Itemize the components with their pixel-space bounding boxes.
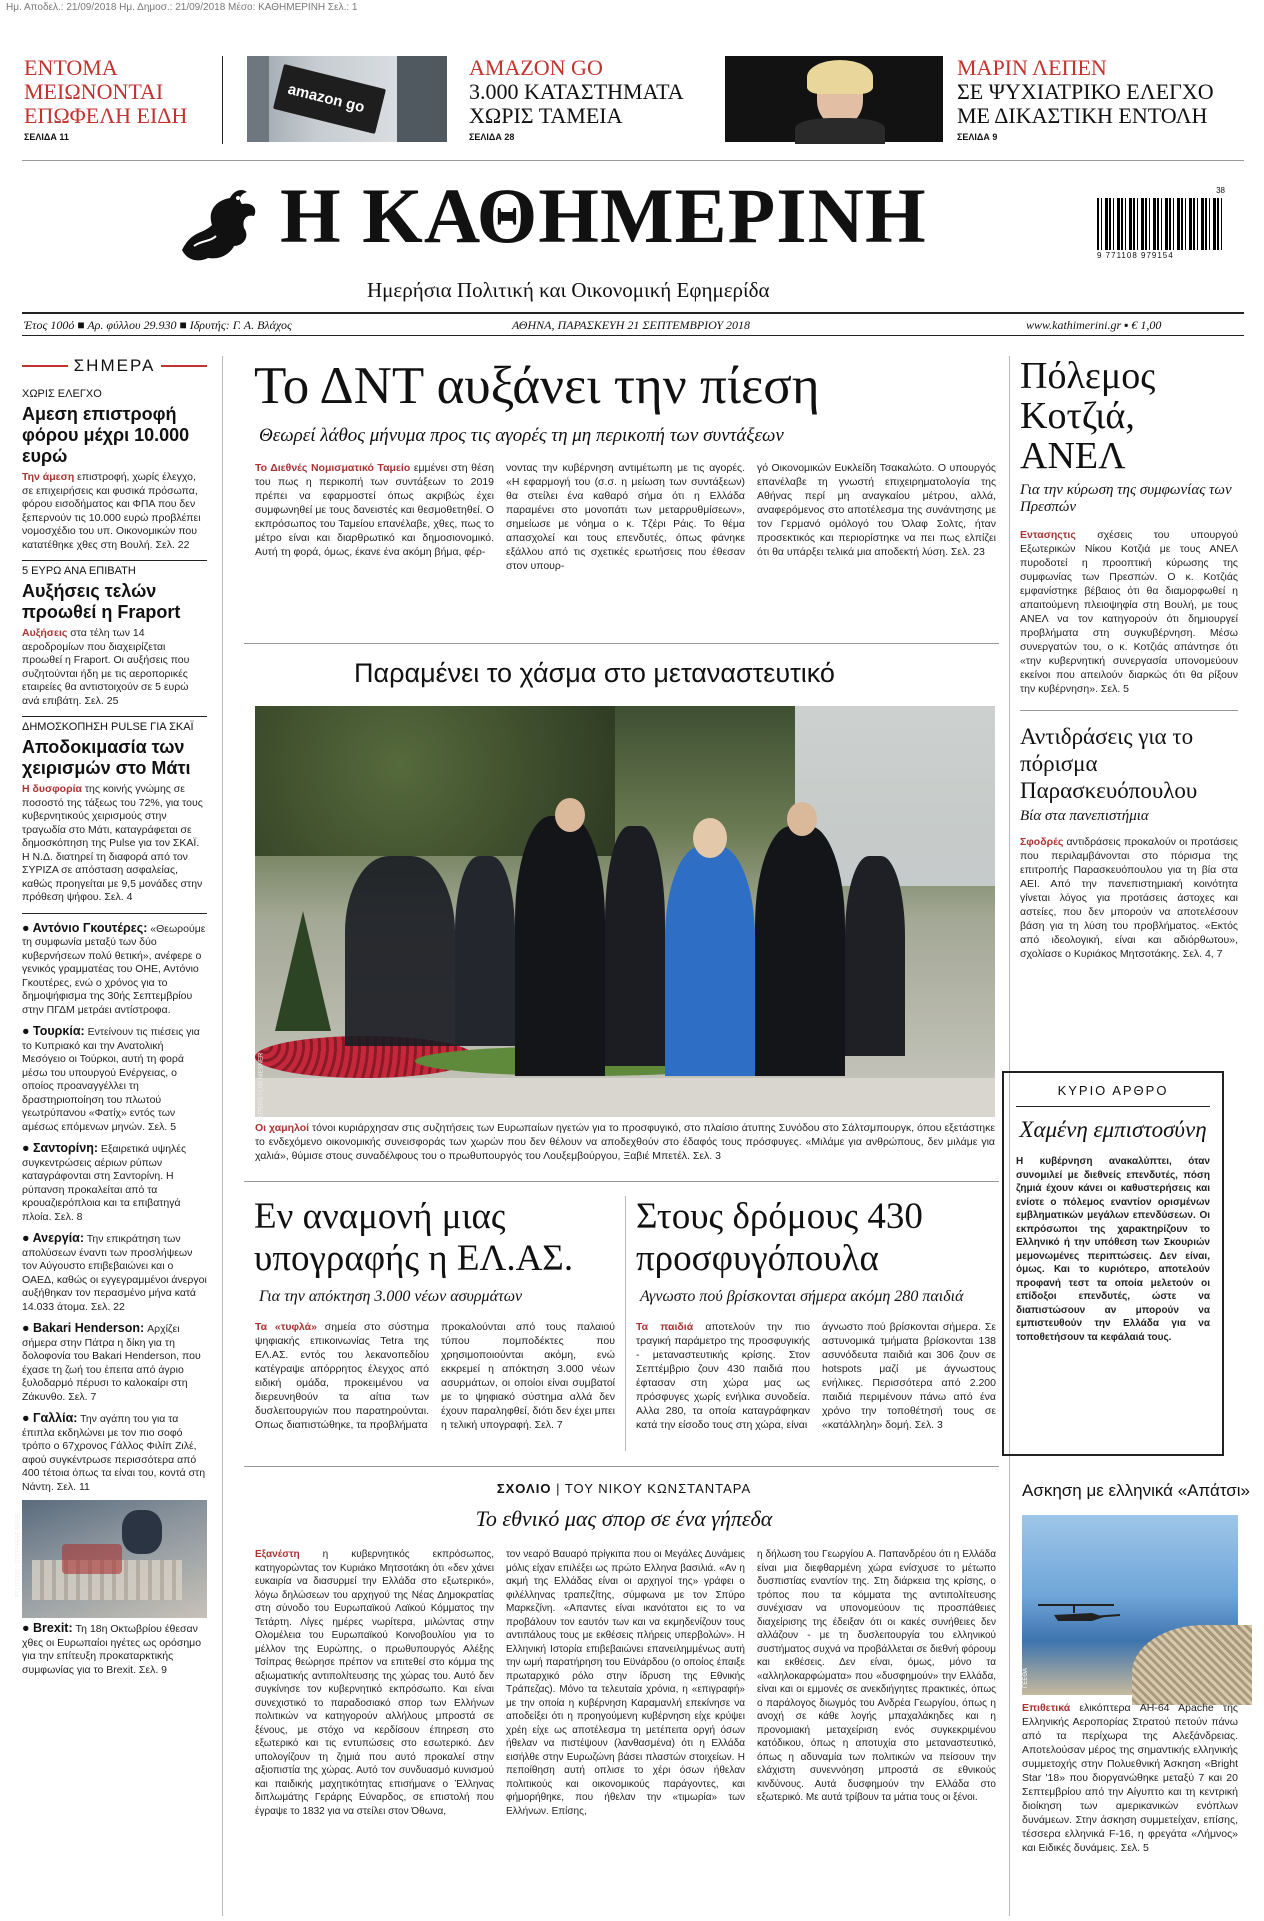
divider (22, 160, 1244, 161)
bullet-item[interactable]: ● Brexit: Τη 18η Οκτωβρίου έθεσαν χθες οι Ευρωπαίοι ηγέτες ως ορόσημο για την επίτευξη προκαταρκτικής συμφωνίας για το Brexit. Σελ. 9 (22, 1621, 202, 1676)
bullet-item[interactable]: ● Σαντορίνη: Εξαιρετικά υψηλές συγκεντρώσεις αέριων ρύπων καταγράφονται στη Σαντορίνη. Η ρύπανση προκαλείται από τα κρουαζιερόπλοια και τα επιβατηγά πλοία. Σελ. 8 (22, 1141, 187, 1223)
barcode-issue: 38 (1216, 186, 1225, 195)
apatsi-body: Επιθετικά ελικόπτερα AH-64 Apache της Ελληνικής Αεροπορίας Στρατού πετούν πάνω από τα περίχωρα της Αλεξάνδρειας. Αποτελούσαν μέρος της σημαντικής ελληνικής συμμετοχής στην Πολυεθνική Άσκηση «Bright Star '18» που διοργανώθηκε μεταξύ 7 και 20 Σεπτεμβρίου από την Αίγυπτο και τη κεντρική διοίκηση των αμερικανικών ενόπλων δυνάμεων. Στην άσκηση συμμετείχαν, επίσης, τέσσερα ελληνικά F-16, η φρεγάτα «Λήμνος» και Ειδικές δυνάμεις. Σελ. 5 (1022, 1702, 1238, 1854)
teaser-page-ref: ΣΕΛΙΔΑ 11 (24, 132, 69, 142)
archive-strip: Ημ. Αποδελ.: 21/09/2018 Ημ. Δημοσ.: 21/09/2018 Μέσο: ΚΑΘΗΜΕΡΙΝΗ Σελ.: 1 (6, 2, 358, 13)
comment-col: η δήλωση του Γεωργίου Α. Παπανδρέου ότι η Ελλάδα είναι μια διεφθαρμένη χώρα ενίσχυσε το μέτωπο δυσπιστίας εναντίον της. Στη διάρκεια της κρίσης, ο τρόπος που τα κόμματα της αντιπολίτευσης συνέχισαν να υπονομεύουν τις προσπάθειες διαχείρισης της έδειξαν ότι οι κακές συνήθειες δεν αλλάζουν - με τη δυσλειτουργία του ελληνικού συστήματος συχνά να προβάλλεται σε διεθνή φόρουμ και εκθέσεις. Δεν είναι, όμως, μόνο τα «αλληλοκαρφώματα» που «δυσφημούν» την Ελλάδα, είναι και οι εμμονές σε ανεκδιήγητες πρακτικές, όπως ο παράλογος διωγμός του Ανδρέα Γεωργίου, όπως η ανοχή σε κάθε λογής μπαχαλάκηδες και η προνομιακή μεταχείριση ενός συγκεκριμένου κατόδικου, όπως η αποτυχία στο μεταναστευτικό, όπως η αδυναμία των πολιτικών να πείσουν την ελάχιστη συνεννόηση μπροστά σε εθνικούς κινδύνους. Αυτά δυσφημούν την Ελλάδα στο εξωτερικό. Με αυτά τρίβουν τα μάτια τους οι ξένοι. (757, 1549, 996, 1803)
brief-headline: Αποδοκιμασία των χειρισμών στο Μάτι (22, 737, 191, 778)
helicopter-icon (1034, 1601, 1124, 1631)
bullet-item[interactable]: ● Αντόνιο Γκουτέρες: «Θεωρούμε τη συμφωνία μεταξύ των δύο κυβερνήσεων πολύ θετική», ανέφερε ο γενικός γραμματέας του ΟΗΕ, Αντόνιο Γκουτέρες, ενώ ο χρόνος για το δημοψήφισμα της 30ής Σεπτεμβρίου στην ΠΓΔΜ μετράει αντίστροφα. (22, 920, 206, 1016)
teaser-page-ref: ΣΕΛΙΔΑ 28 (469, 132, 515, 142)
photo-credit: REUTERS / LISI NIESNER (258, 1052, 265, 1126)
photo-caption: Οι χαμηλοί τόνοι κυριάρχησαν στις συζητήσεις των Ευρωπαίων ηγετών για το προσφυγικό, στο πλαίσιο άτυπης Συνόδου στο Σάλτσμπουργκ, όπου εξετάστηκε το ενδεχόμενο οικονομικής συνεισφοράς των χωρών που δεν θέλουν να αποδεχθούν στο έδαφός τους πρόσφυγες. «Μιλάμε για ανθρώπους, δεν μιλάμε για χαλιά», θύμισε στους συναδέλφους του ο πρωθυπουργός του Λουξεμβούργου, Ξαβιέ Μπετέλ. Σελ. 3 (255, 1122, 995, 1162)
kotzias-headline: Πόλεμος Κοτζιά, ΑΝΕΛ (1020, 355, 1156, 477)
lepen-photo (725, 56, 943, 142)
lead-col: γό Οικονομικών Ευκλείδη Τσακαλώτο. Ο υπουργός επανέλαβε τη γνωστή επιχειρηματολογία της Αθήνας περί μη αναγκαίου μέτρου, αλλά, αναφερόμενος στο αποτέλεσμα της συνάντησης με τον Γερμανό ομόλογό του Όλαφ Σολτς, ήταν προσεκτικός και περιορίστηκε να πει πως ελπίζει ότι θα υπάρξει τελικά μια αποδεκτή λύση. Σελ. 23 (757, 462, 996, 558)
paraskevopoulos-headline: Αντιδράσεις για το πόρισμα Παρασκευόπουλου (1020, 724, 1198, 803)
apatsi-headline: Ασκηση με ελληνικά «Απάτσι» (1022, 1481, 1251, 1500)
brief-kicker: ΧΩΡΙΣ ΕΛΕΓΧΟ (22, 388, 102, 400)
refugees-col: Τα παιδιά αποτελούν την πιο τραγική παράμετρο της προσφυγικής - μεταναστευτικής κρίσης. Στον Σεπτέμβριο ζουν 430 παιδιά που έφτασαν στη χώρα μας ως πρόσφυγες χωρίς ενήλικα συνοδεία. Αλλα 280, τα οποία καταγράφηκαν κατά την είσοδο τους στη χώρα, είναι (636, 1321, 811, 1431)
lead-subhead: Θεωρεί λάθος μήνυμα προς τις αγορές τη μη περικοπή των συντάξεων (259, 425, 784, 446)
griffin-logo-icon (172, 180, 262, 270)
comment-headline: Το εθνικό μας σπορ σε ένα γήπεδα (475, 1506, 773, 1531)
paraskevopoulos-subhead: Βία στα πανεπιστήμια (1020, 808, 1149, 824)
brief-headline: Αυξήσεις τελών προωθεί η Fraport (22, 581, 181, 622)
refugees-headline: Στους δρόμους 430 προσφυγόπουλα (636, 1196, 923, 1279)
elas-body (255, 1320, 615, 1432)
divider (222, 56, 223, 144)
divider (222, 356, 223, 1916)
lead-story-body (255, 461, 996, 573)
comment-body (255, 1548, 996, 1818)
refugees-subhead: Αγνωστο πού βρίσκονται σήμερα ακόμη 280 παιδιά (640, 1288, 964, 1305)
teaser-amazon[interactable] (469, 56, 689, 142)
barcode-number: 9 771108 979154 (1097, 251, 1174, 260)
front-page (15, 38, 1251, 1918)
brief-item[interactable] (22, 560, 207, 708)
lead-headline: Το ΔΝΤ αυξάνει την πίεση (254, 357, 820, 415)
brief-body: Την άμεση επιστροφή, χωρίς έλεγχο, σε επιχειρήσεις και φυσικά πρόσωπα, φόρου εισοδήματος και ΦΠΑ που δεν ξεπερνούν τις 10.000 ευρώ προβλέπει νομοσχέδιο του υπ. Οικονομικών που κατατέθηκε χθες στη Βουλή. Σελ. 22 (22, 471, 201, 551)
brief-item[interactable] (22, 716, 207, 905)
editorial-body: Η κυβέρνηση ανακαλύπτει, όταν συνομιλεί με διεθνείς επενδυτές, πόση ζημιά έχουν κάνει οι καθυστερήσεις και ενίοτε ο πόλεμος εναντίον ορισμένων εμβληματικών μεγάλων επενδύσεων. Οι εκπρόσωποι της χαρακτηρίζουν το Ελληνικό ή την υπόθεση των Σκουριών μεμονωμένες περιπτώσεις. Δεν είναι, όμως. Και το κυριότερο, αποτελούν προφανή τεστ τα οποία μελετούν οι επίδοξοι επενδυτές, ώστε να διαπιστώσουν αν μπορούν να εμπιστευθούν την Ελλάδα για να τοποθετήσουν τα κεφάλαιά τους. (1016, 1156, 1210, 1343)
brief-body: Η δυσφορία της κοινής γνώμης σε ποσοστό της τάξεως του 72%, για τους κυβερνητικούς χειρισμούς στην τραγωδία στο Μάτι, καταγράφεται σε δημοσκόπηση της Pulse για τον ΣΚΑΪ. Η Ν.Δ. διατηρεί τη διαφορά από τον ΣΥΡΙΖΑ σε απόσταση ασφαλείας, καθώς προηγείται με 9,5 μονάδες στην πρόθεση ψήφου. Σελ. 4 (22, 783, 203, 903)
teaser-line: ΜΕ ΔΙΚΑΣΤΙΚΗ ΕΝΤΟΛΗ (957, 103, 1208, 128)
brief-body: Αυξήσεις στα τέλη των 14 αεροδρομίων που διαχειρίζεται προωθεί η Fraport. Οι αυξήσεις που συζητούνται ήδη με τις αεροπορικές εταιρείες θα αντιστοιχούν σε 5 ευρώ ανά επιβάτη. Σελ. 25 (22, 627, 190, 707)
date-line: ΑΘΗΝΑ, ΠΑΡΑΣΚΕΥΗ 21 ΣΕΠΤΕΜΒΡΙΟΥ 2018 (512, 318, 751, 332)
refugees-body (636, 1320, 996, 1432)
editorial-headline: Χαμένη εμπιστοσύνη (1019, 1117, 1207, 1142)
photo-credit: REUTERS / STEPHANE MAHE (15, 1512, 22, 1598)
barcode (1097, 186, 1225, 260)
elas-subhead: Για την απόκτηση 3.000 νέων ασυρμάτων (259, 1288, 523, 1305)
masthead-subtitle: Ημερήσια Πολιτική και Οικονομική Εφημερίδα (367, 278, 770, 302)
left-briefs-column (15, 356, 207, 1677)
teaser-lepen[interactable] (957, 56, 1242, 142)
teaser-title: AMAZON GO (469, 55, 603, 80)
teaser-line: 3.000 ΚΑΤΑΣΤΗΜΑΤΑ (469, 79, 684, 104)
photo-credit: ΓΕΕΘΑ (1022, 1668, 1029, 1688)
kotzias-body: Εντασηςτις σχέσεις του υπουργού Εξωτερικών Νίκου Κοτζιά με τους ΑΝΕΛ πυροδοτεί η προοπτική κύρωσης της συμφωνίας των Πρεσπών. Ο κ. Κοτζιάς εμφανίστηκε βέβαιος ότι θα διαμορφωθεί η απαιτούμενη πλειοψηφία στη Βουλή, με τους ΑΝΕΛ να τον κατηγορούν ότι δημιουργεί προβλήματα στη συγκυβέρνηση. Μέσω συνεργατών του, ο κ. Κοτζιάς απάντησε ότι «την κυβερνητική συνεργασία υπονομεύουν εκείνοι που απειλούν διαρκώς ότι θα ρίξουν την κυβέρνηση». Σελ. 5 (1020, 529, 1238, 695)
elas-headline: Εν αναμονή μιας υπογραφής η ΕΛ.ΑΣ. (254, 1196, 574, 1279)
elas-col: Τα «τυφλά» σημεία στο σύστημα ψηφιακής επικοινωνίας Tetra της ΕΛ.ΑΣ. εντός του λεκανοπεδίου κατέγραψε απόρρητος έλεγχος από ειδική ομάδα, προκειμένου να διερευνηθούν τα αίτια των δυσλειτουργιών που παρατηρούνται. Οπως διαπιστώθηκε, τα προβλήματα (255, 1321, 429, 1431)
masthead-title: Η ΚΑΘΗΜΕΡΙΝΗ (280, 172, 927, 259)
editorial-label: ΚΥΡΙΟ ΑΡΘΡΟ (1057, 1083, 1169, 1098)
teaser-title: ΕΝΤΟΜΑ (24, 55, 118, 80)
apache-photo (1022, 1515, 1238, 1695)
divider (22, 335, 1244, 336)
leaders-photo (255, 706, 995, 1126)
brief-kicker: 5 ΕΥΡΩ ΑΝΑ ΕΠΙΒΑΤΗ (22, 560, 207, 577)
lead-col: Το Διεθνές Νομισματικό Ταμείο εμμένει στη θέση του πως η περικοπή των συντάξεων το 2019 πρέπει να εφαρμοστεί όπως ακριβώς έχει συμφωνηθεί με τους δανειστές και θεσμοθετηθεί. Ο εκπρόσωπος του Ταμείου επανέλαβε, χθες, πως το μέτρο είναι και διαρθρωτικό και δημοσιονομικό. Αυτή τη φορά, όμως, έκανε ένα ακόμη βήμα, φέρ- (255, 462, 494, 558)
teaser-line: ΣΕ ΨΥΧΙΑΤΡΙΚΟ ΕΛΕΓΧΟ (957, 79, 1214, 104)
site-price: www.kathimerini.gr ▪ € 1,00 (1026, 318, 1162, 332)
brief-item[interactable] (22, 384, 207, 552)
comment-col: τον νεαρό Βαυαρό πρίγκιπα που οι Μεγάλες Δυνάμεις μόλις είχαν επιλέξει ως πρώτο Ελληνα βασιλιά. «Αν η ακμή της Ελλάδας είναι οι αρχηγοί της» γράφει ο φιλέλληνας τραπεζίτης, σύμφωνα με τον Σπύρο Μαρκεζίνη. «Απαντες είναι ικανότατοι εις το να προβάλουν τον εαυτόν των και να εκμηδενίζουν τους αντιπάλους τους με εκθέσεις πλήρεις υπερβολών». Η Ελληνική Ιστορία επιβεβαιώνει επανειλημμένως αυτή την ωμή παρατήρηση του Εϋνάρδου (ο οποίος έπαιξε πρωταρχικό ρόλο στην ίδρυση της Εθνικής Τράπεζας). Μόνο τα τελευταία χρόνια, η «επιγραφή» με την οποία η κυβέρνηση Καραμανλή επεκίνησε να αποδείξει ότι η προηγούμενη κυβέρνηση είχε κρύψει χρέη είχε ως αποτέλεσμα τη μετέπειτα οργή όσων ήθελαν να πιστέψουν (λανθασμένα) ότι η Ελλάδα εισήλθε στην Ευρωζώνη βάσει πλαστών στοιχείων. Η πεποίθηση αυτή οπλισε το χέρι όσων ήθελαν πολιτικούς και οικονομικούς παράγοντες, και φήμορήθηκε, που ήθελαν την «τιμωρία» των Ελλήνων. Επίσης, (506, 1549, 745, 1817)
comment-label: ΣΧΟΛΙΟ | ΤΟΥ ΝΙΚΟΥ ΚΩΝΣΤΑΝΤΑΡΑ (496, 1481, 752, 1496)
comment-col: Εξανέστη η κυβερνητικός εκπρόσωπος, κατηγορώντας τον Κυριάκο Μητσοτάκη ότι «δεν χάνει ευκαιρία να διασυρμεί την Ελλάδα στο εξωτερικό», λόγω δηλώσεων του αρχηγού της Νέας Δημοκρατίας στη σύνοδο του Ευρωπαϊκού Λαϊκού Κόμματος την Τετάρτη. Λίγες ημέρες νωρίτερα, μιλώντας στην Ολομέλεια του Ευρωπαϊκού Κοινοβουλίου για το μέλλον της Ευρώπης, ο πρωθυπουργός Αλέξης Τσίπρας θεώρησε πρέπον να επιτεθεί στο κόμμα της αξιωματικής αντιπολίτευσης της χώρας του. Αυτό δεν συγκίνησε τον κυβερνητικό εκπρόσωπο. Και είναι συνεχιστικό το παραδοσιακό σπορ των Ελλήνων πολιτικών να κατηγορούν αλλήλους μπροστά σε ξένους, με στόχο να κερδίσουν έπηρεση στο εξωτερικό και τις εντυπώσεις στο εσωτερικό. Δεν υπολογίζουν τη ζημιά που αυτό προκαλεί στην αξιοπιστία της χώρας. Αυτό τον συνδυασμό κυνισμού και παιδικής μαχητικότητας επισήμανε ο Έλληνας διπλωμάτης Γεράρης Εύναρδος, σε επιστολή που έγραψε το 1832 για να στείλει στον Όθωνα, (255, 1549, 494, 1817)
brief-kicker: ΔΗΜΟΣΚΟΠΗΣΗ PULSE ΓΙΑ ΣΚΑΪ (22, 716, 207, 733)
teaser-insects[interactable] (24, 56, 204, 142)
teaser-line: ΕΠΩΦΕΛΗ ΕΙΔΗ (24, 103, 188, 128)
photo-story-headline: Παραμένει το χάσμα στο μεταναστευτικό (354, 658, 835, 688)
teaser-title: ΜΑΡΙΝ ΛΕΠΕΝ (957, 55, 1107, 80)
editorial-box[interactable] (1002, 1071, 1224, 1456)
divider (625, 1196, 626, 1451)
bullet-item[interactable]: ● Τουρκία: Εντείνουν τις πιέσεις για το Κυπριακό και την Ανατολική Μεσόγειο οι Τούρκοι, αυτή τη φορά μέσω του υπουργού Ενέργειας, ο οποίος προαναγγέλλει τη δραστηριοποίηση του πλωτού γεωτρύπανου «Φατίχ» εντός των αμέσως επόμενων μηνών. Σελ. 5 (22, 1024, 200, 1133)
lead-col: νοντας την κυβέρνηση αντιμέτωπη με τις αγορές. «Η εφαρμογή του (σ.σ. η μείωση των συντάξεων) θα στείλει ένα καθαρό σήμα ότι η Ελλάδα παραμένει στο μονοπάτι των μεταρρυθμίσεων», σημείωσε με νόημα ο κ. Τζέρι Ράις. Το θέμα απασχολεί και τους επενδυτές, όπως φάνηκε εξάλλου από τις σχετικές ερωτήσεις που έθεσαν στον υπουρ- (506, 462, 745, 572)
divider (22, 312, 1244, 314)
bullet-item[interactable]: ● Bakari Henderson: Αρχίζει σήμερα στην Πάτρα η δίκη για τη δολοφονία του Bakari Henderson, που έχασε τη ζωή του έπειτα από άγριο ξυλοδαρμό πέρυσι το καλοκαίρι στη Ζάκυνθο. Σελ. 7 (22, 1321, 201, 1403)
amazon-go-sign: amazon go (286, 80, 367, 117)
right-column (1020, 356, 1238, 961)
amazon-photo (247, 56, 447, 142)
bullet-item[interactable]: ● Ανεργία: Την επικράτηση των απολύσεων έναντι των προσλήψεων τον Αύγουστο επιβεβαιώνει και ο ΟΑΕΔ, καθώς οι εγγεγραμμένοι άνεργοι αυξήθηκαν τον περασμένο μήνα κατά 14.033 άτομα. Σελ. 22 (22, 1231, 207, 1313)
bullet-item[interactable]: ● Γαλλία: Την αγάπη του για τα έπιπλα εκδηλώνει με τον πιο σοφό τρόπο ο 67χρονος Γάλλος Φιλίπ Ζιλέ, αφού συγκέντρωσε περισσότερα από 400 τέτοια όπως τα είναι του, κοντά στη Νάντη. Σελ. 11 (22, 1411, 206, 1493)
teaser-line: ΧΩΡΙΣ ΤΑΜΕΙΑ (469, 103, 623, 128)
kotzias-subhead: Για την κύρωση της συμφωνίας των Πρεσπών (1020, 482, 1232, 515)
brief-headline: Αμεση επιστροφή φόρου μέχρι 10.000 ευρώ (22, 404, 190, 466)
divider (244, 1466, 999, 1467)
teaser-page-ref: ΣΕΛΙΔΑ 9 (957, 132, 998, 142)
issue-info: Έτος 100ό ■ Αρ. φύλλου 29.930 ■ Ιδρυτής: Γ. Α. Βλάχος (24, 318, 292, 332)
divider (244, 1181, 999, 1182)
furniture-photo (15, 1500, 207, 1618)
paraskevopoulos-body: Σφοδρές αντιδράσεις προκαλούν οι προτάσεις που περιλαμβάνονται στο πόρισμα της επιτροπής Παρασκευόπουλου για τη βία στα ΑΕΙ. Από την πανεπιστημιακή κοινότητα γίνεται λόγος για προτάσεις άστοχες και αστείες, που δεν μπορούν να αποτελέσουν βάση για τη λύση του προβλήματος. «Εκτός από ιδεολογική, είναι και αδιόρθωτου», σχολίασε ο Κυριάκος Μητσοτάκης. Σελ. 4, 7 (1020, 836, 1238, 960)
section-today: ΣΗΜΕΡΑ (73, 356, 156, 375)
divider (244, 643, 999, 644)
refugees-col: άγνωστο πού βρίσκονται σήμερα. Σε αστυνομικά τμήματα βρίσκονται 138 ασυνόδευτα παιδιά και 306 ζουν σε hotspots μαζί με άγνωστους ενήλικες. Περισσότερα από 2.200 παιδιά περιμένουν πάνω από ένα χρόνο την τοποθέτησή τους σε «κατάλληλη» δομή. Σελ. 3 (822, 1321, 996, 1431)
teaser-line: ΜΕΙΩΝΟΝΤΑΙ (24, 79, 164, 104)
elas-col: προκαλούνται από τους παλαιού τύπου πομποδέκτες που χρησιμοποιούνται ακόμη, ενώ εκκρεμεί η απόκτηση 3.000 νέων ασυρμάτων, οι οποίοι είναι συμβατοί με το ψηφιακό σύστημα αλλά δεν έχουν παραληφθεί, διότι δεν έχει μπει η τελική υπογραφή. Σελ. 7 (441, 1321, 615, 1431)
